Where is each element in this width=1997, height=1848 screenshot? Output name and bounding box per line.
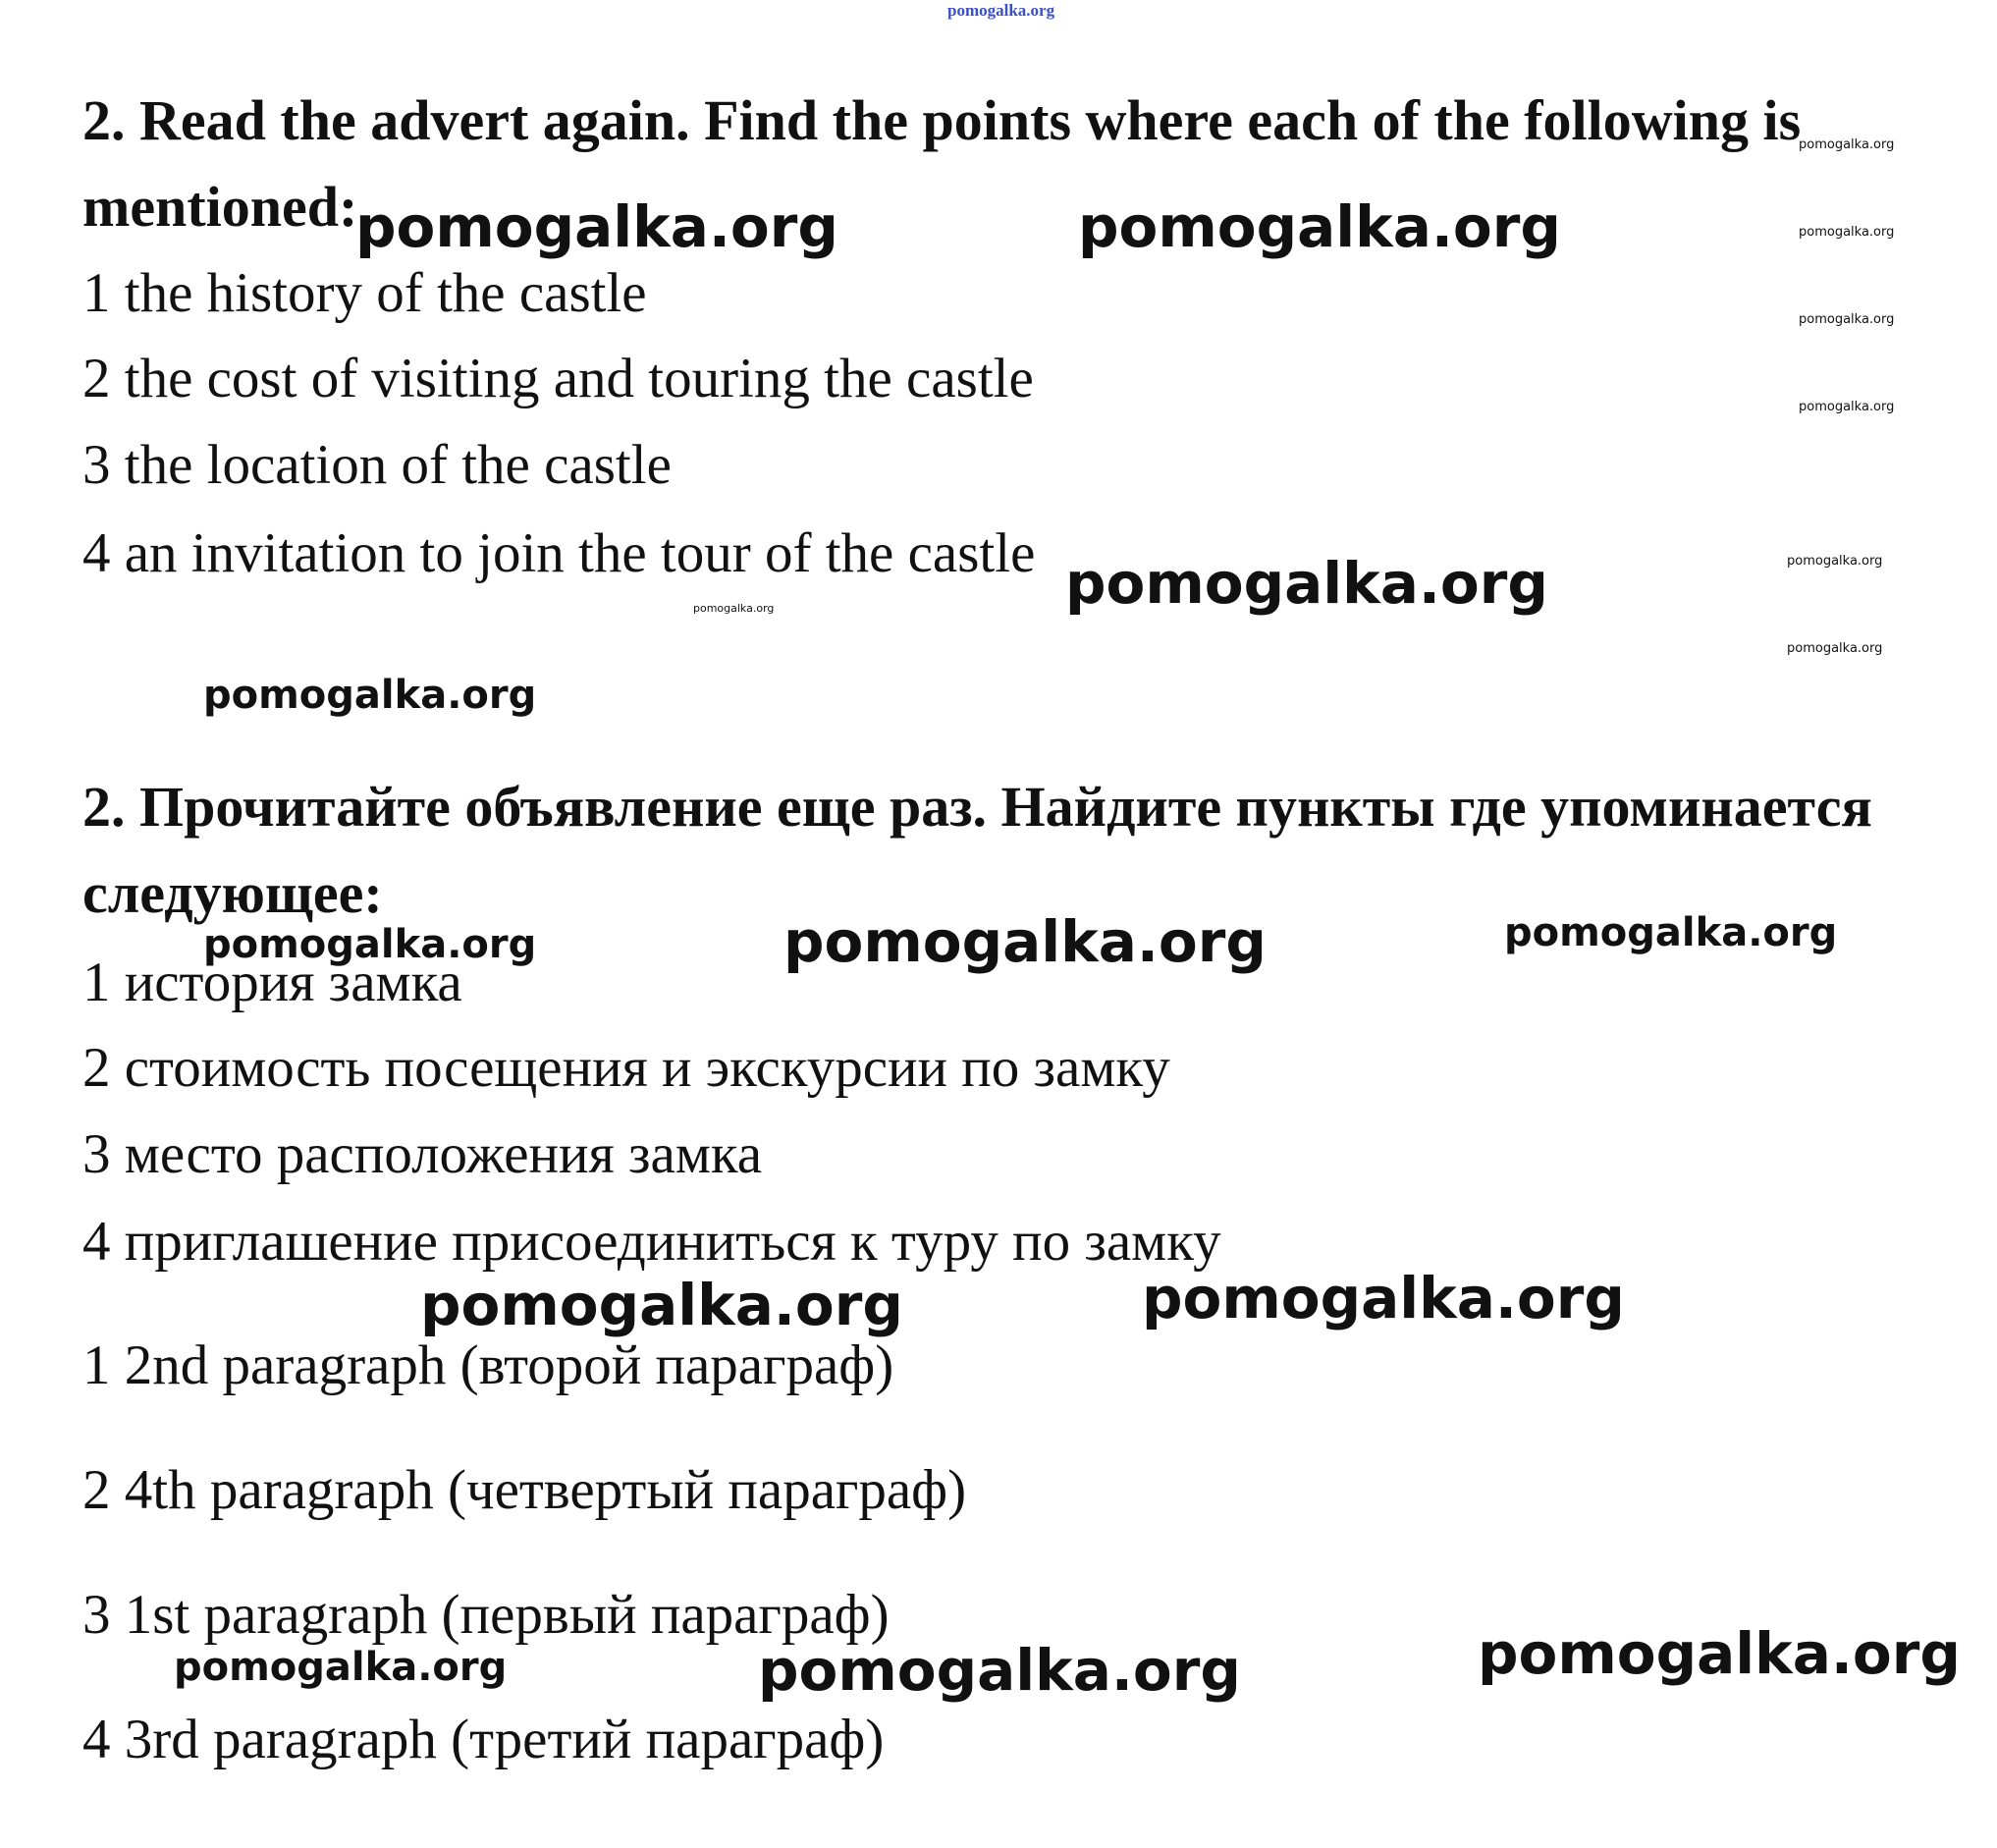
watermark: pomogalka.org — [174, 1645, 508, 1690]
watermark: pomogalka.org — [355, 193, 838, 260]
watermark: pomogalka.org — [693, 602, 775, 615]
watermark: pomogalka.org — [1142, 1265, 1625, 1332]
english-heading-line2: mentioned: — [82, 175, 358, 239]
english-item-1: 1 the history of the castle — [82, 262, 647, 324]
watermark: pomogalka.org — [783, 908, 1267, 975]
watermark: pomogalka.org — [1065, 550, 1548, 617]
watermark: pomogalka.org — [1799, 312, 1895, 327]
russian-heading-line1: 2. Прочитайте объявление еще раз. Найдите пункты где упоминается — [82, 775, 1872, 839]
russian-item-1: 1 история замка — [82, 951, 462, 1013]
watermark: pomogalka.org — [1787, 554, 1883, 569]
watermark: pomogalka.org — [1078, 193, 1561, 260]
watermark: pomogalka.org — [1787, 641, 1883, 656]
answer-3: 3 1st paragraph (первый параграф) — [82, 1584, 890, 1646]
header-watermark: pomogalka.org — [947, 1, 1055, 20]
answer-4: 4 3rd paragraph (третий параграф) — [82, 1709, 885, 1770]
watermark: pomogalka.org — [1799, 400, 1895, 414]
english-item-2: 2 the cost of visiting and touring the castle — [82, 348, 1034, 409]
answer-1: 1 2nd paragraph (второй параграф) — [82, 1334, 894, 1396]
watermark: pomogalka.org — [203, 922, 537, 967]
watermark: pomogalka.org — [1799, 225, 1895, 240]
watermark: pomogalka.org — [420, 1272, 903, 1338]
english-item-3: 3 the location of the castle — [82, 434, 672, 496]
russian-item-4: 4 приглашение присоединиться к туру по замку — [82, 1211, 1221, 1273]
russian-item-2: 2 стоимость посещения и экскурсии по замку — [82, 1037, 1170, 1099]
watermark: pomogalka.org — [1504, 910, 1838, 955]
watermark: pomogalka.org — [203, 673, 537, 718]
watermark: pomogalka.org — [758, 1637, 1241, 1704]
answer-2: 2 4th paragraph (четвертый параграф) — [82, 1459, 967, 1521]
watermark: pomogalka.org — [1799, 137, 1895, 152]
english-item-4: 4 an invitation to join the tour of the castle — [82, 522, 1036, 584]
russian-item-3: 3 место расположения замка — [82, 1123, 763, 1185]
watermark: pomogalka.org — [1478, 1620, 1961, 1687]
russian-heading-line2: следующее: — [82, 861, 383, 925]
english-heading-line1: 2. Read the advert again. Find the points where each of the following is — [82, 88, 1802, 152]
